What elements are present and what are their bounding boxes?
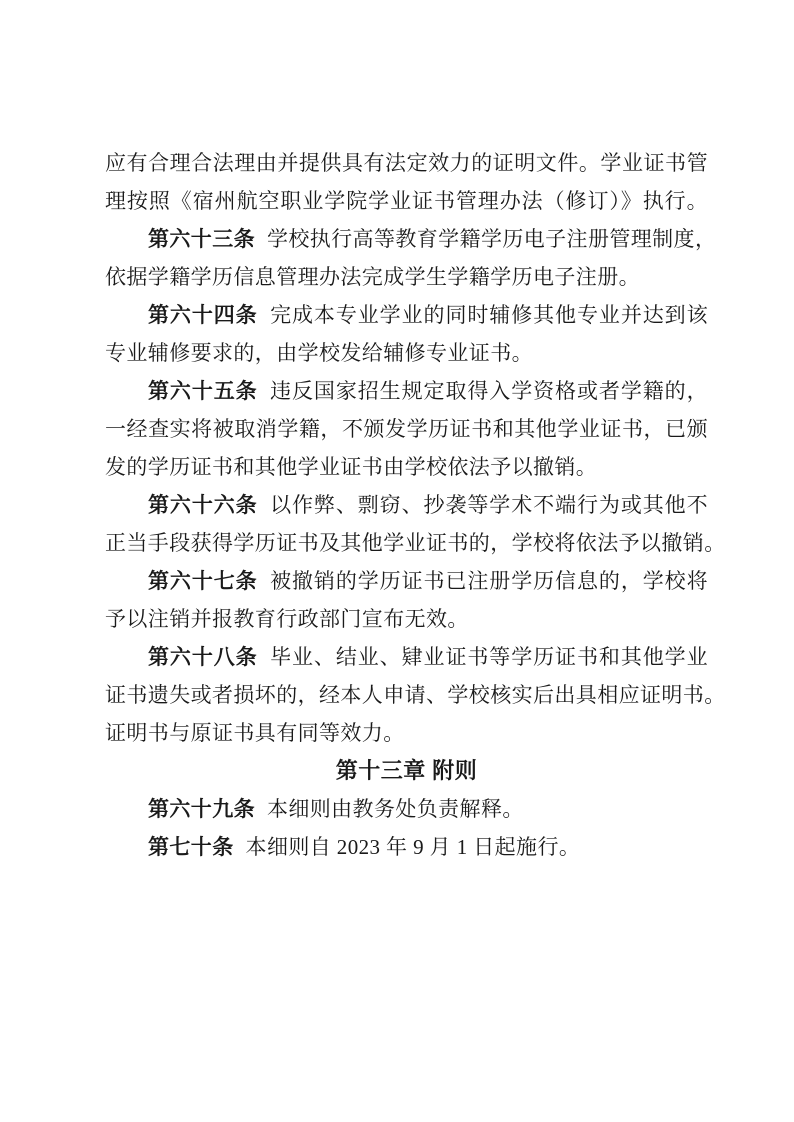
line-text: 证明书与原证书具有同等效力。 [105, 721, 405, 745]
body-line [105, 676, 726, 714]
body-line [105, 258, 708, 296]
article-number: 第六十三条 [148, 227, 255, 251]
body-line [105, 144, 708, 182]
article-line [105, 372, 708, 410]
line-text: 一经查实将被取消学籍，不颁发学历证书和其他学业证书，已颁 [105, 417, 708, 441]
line-text: 证书遗失或者损坏的，经本人申请、学校核实后出具相应证明书。 [105, 683, 726, 707]
article-number: 第六十六条 [148, 493, 258, 517]
article-line [105, 638, 708, 676]
line-text: 本细则由教务处负责解释。 [261, 797, 524, 821]
body-line [105, 714, 708, 752]
article-number: 第七十条 [148, 835, 234, 859]
article-line [105, 486, 708, 524]
body-line [105, 448, 708, 486]
line-text: 正当手段获得学历证书及其他学业证书的，学校将依法予以撤销。 [105, 531, 726, 555]
body-line [105, 524, 726, 562]
article-number: 第六十七条 [148, 569, 258, 593]
text-block [105, 144, 726, 866]
line-text: 发的学历证书和其他学业证书由学校依法予以撤销。 [105, 455, 598, 479]
line-text: 学校执行高等教育学籍学历电子注册管理制度， [261, 227, 717, 251]
body-line [105, 600, 708, 638]
body-line [105, 410, 708, 448]
line-text: 应有合理合法理由并提供具有法定效力的证明文件。学业证书管 [105, 151, 708, 175]
line-text: 依据学籍学历信息管理办法完成学生学籍学历电子注册。 [105, 265, 640, 289]
article-number: 第六十五条 [148, 379, 258, 403]
line-text: 被撤销的学历证书已注册学历信息的，学校将 [263, 569, 708, 593]
body-line [105, 182, 708, 220]
line-text: 完成本专业学业的同时辅修其他专业并达到该 [263, 303, 708, 327]
article-line [105, 220, 717, 258]
article-line [105, 828, 708, 866]
article-line [105, 790, 708, 828]
line-text: 理按照《宿州航空职业学院学业证书管理办法（修订）》执行。 [105, 189, 708, 213]
line-text: 本细则自 2023 年 9 月 1 日起施行。 [239, 835, 581, 859]
article-number: 第六十四条 [148, 303, 258, 327]
article-line [105, 562, 708, 600]
line-text: 予以注销并报教育行政部门宣布无效。 [105, 607, 469, 631]
line-text: 专业辅修要求的，由学校发给辅修专业证书。 [105, 341, 533, 365]
article-line [105, 296, 708, 334]
line-text: 以作弊、剽窃、抄袭等学术不端行为或其他不 [263, 493, 708, 517]
body-line [105, 334, 708, 372]
article-number: 第六十八条 [148, 645, 258, 669]
line-text: 违反国家招生规定取得入学资格或者学籍的， [263, 379, 708, 403]
line-text: 毕业、结业、肄业证书等学历证书和其他学业 [263, 645, 708, 669]
article-number: 第六十九条 [148, 797, 255, 821]
chapter-heading: 第十三章 附则 [335, 758, 478, 783]
